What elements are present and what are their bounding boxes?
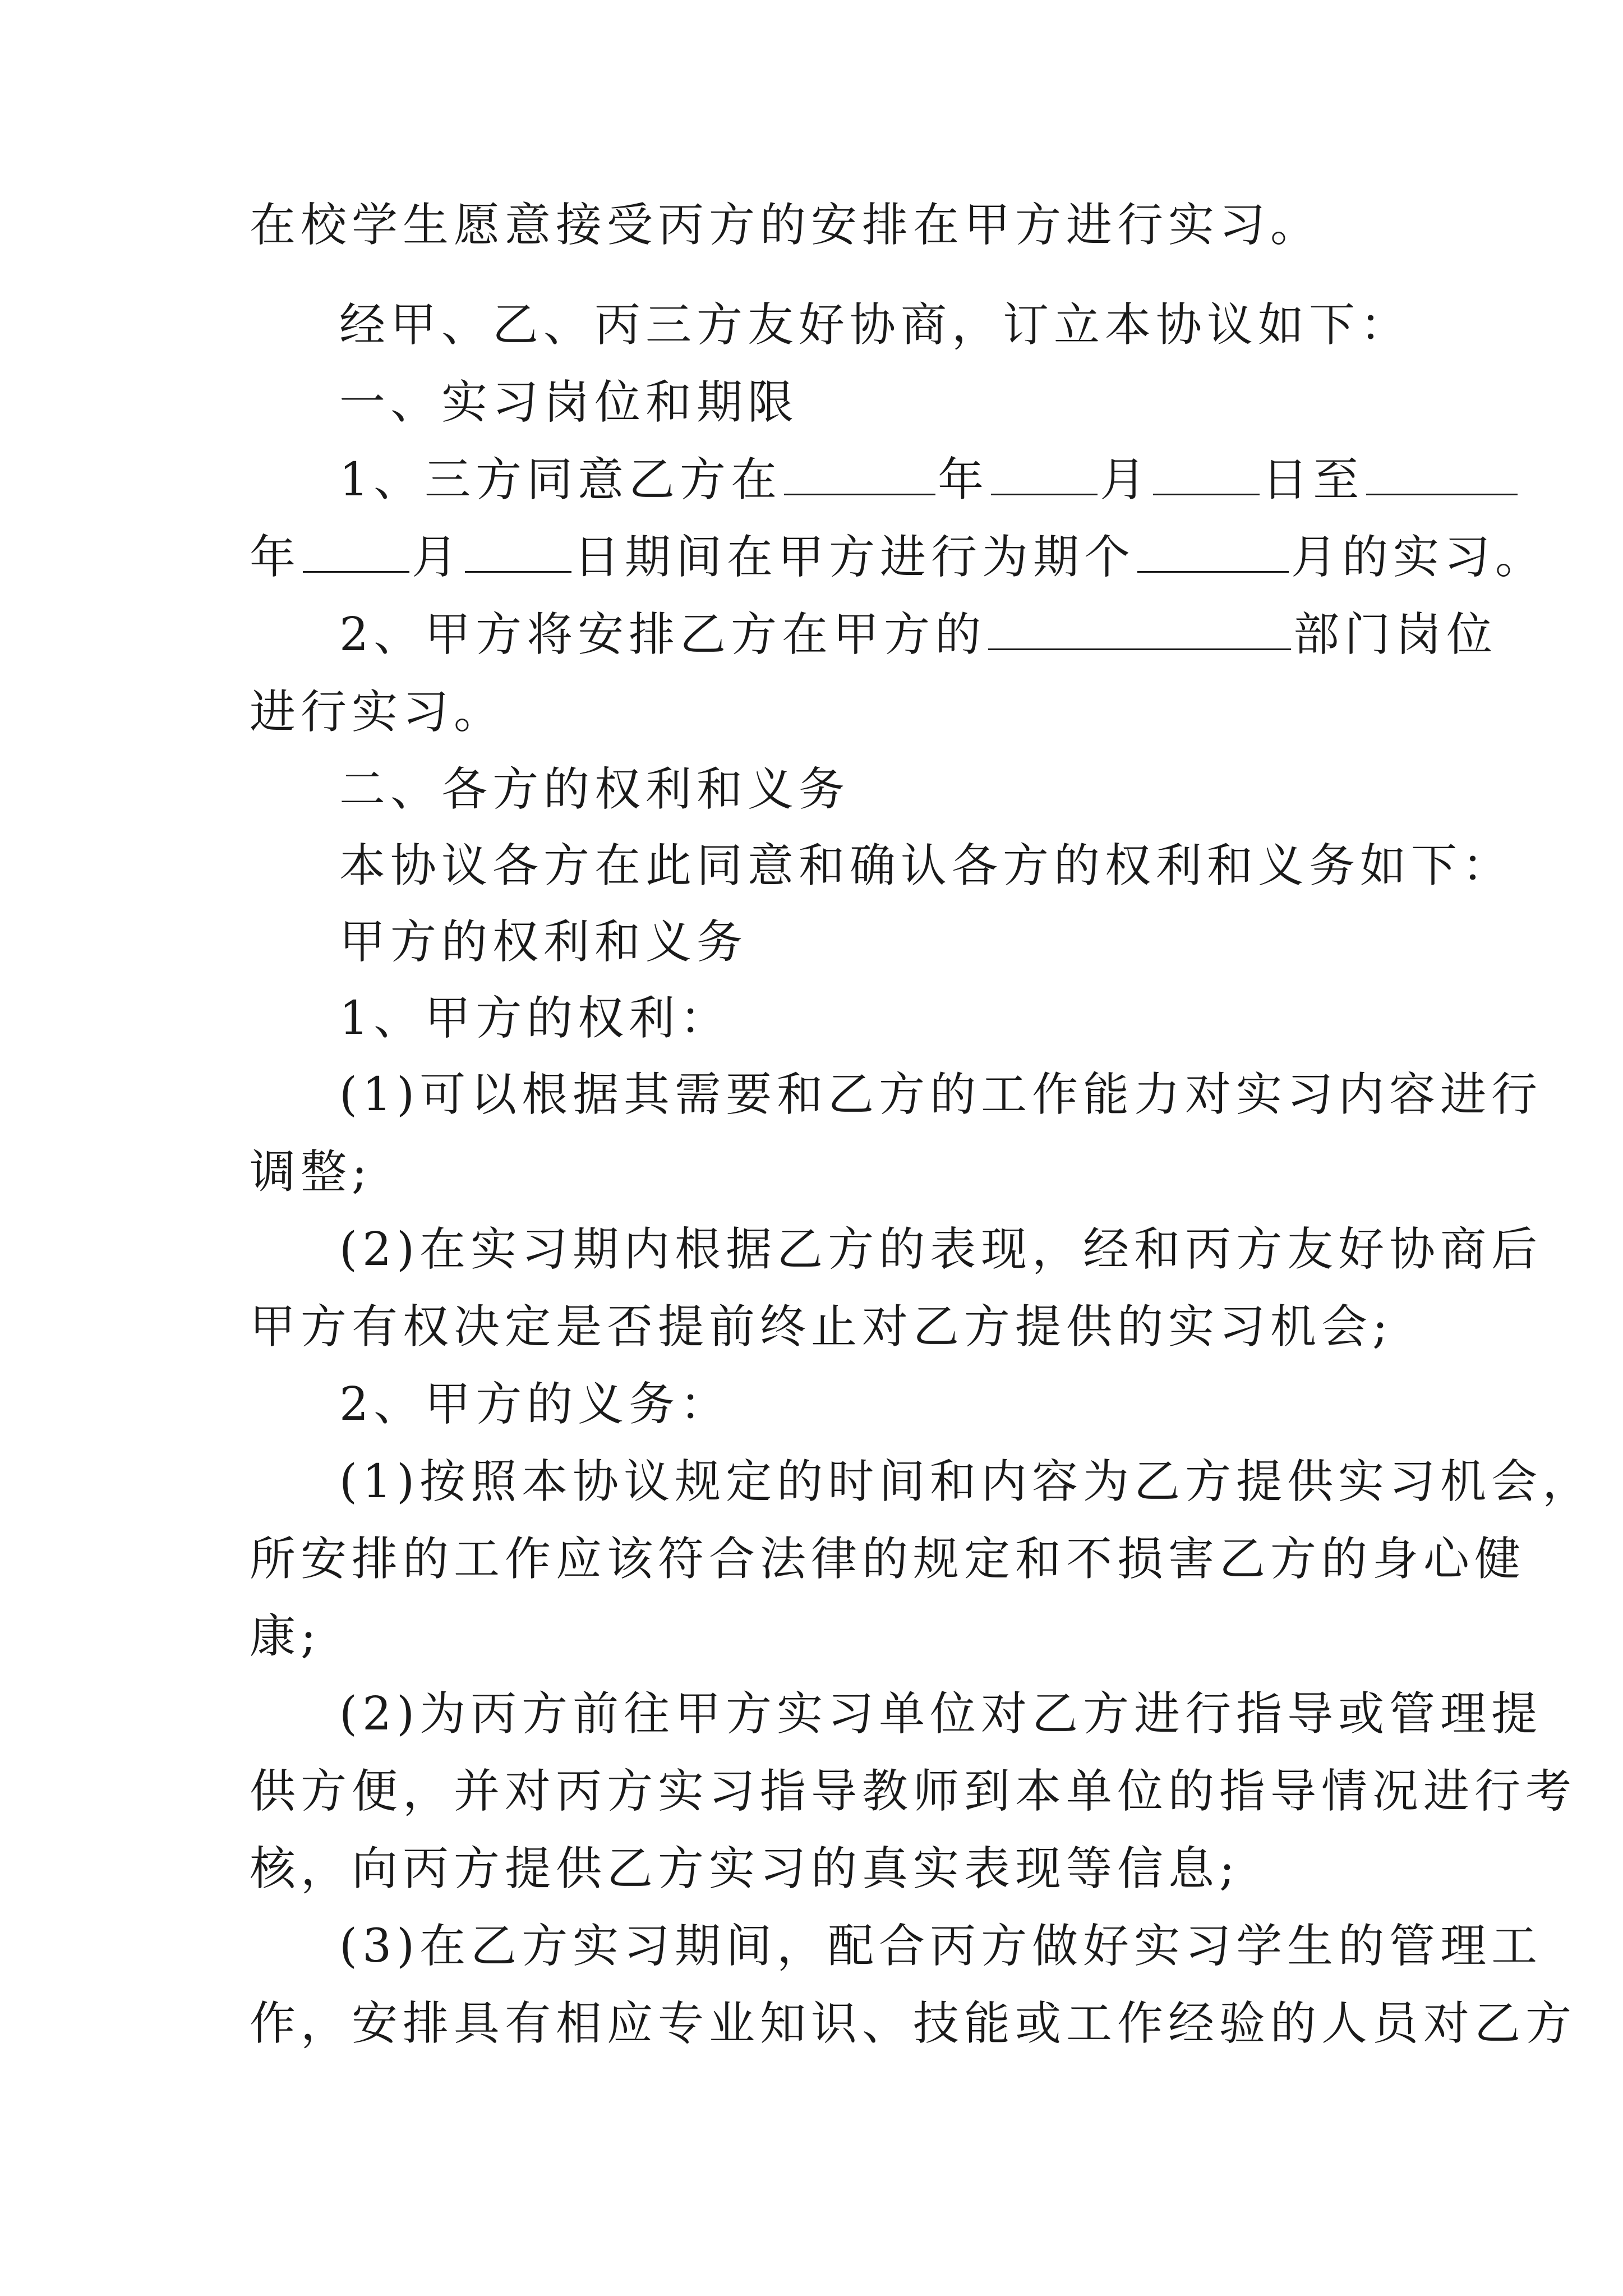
- clause-text: 月的实习。: [1291, 531, 1547, 584]
- paragraph-line: 调整;: [250, 1145, 372, 1199]
- subsection-heading: 甲方的权利和义务: [339, 915, 748, 969]
- paragraph-line: (2)在实习期内根据乙方的表现，经和丙方友好协商后: [339, 1223, 1543, 1276]
- clause-text: 2、甲方将安排乙方在甲方的: [339, 608, 986, 661]
- paragraph-line: 供方便，并对丙方实习指导教师到本单位的指导情况进行考: [250, 1765, 1577, 1818]
- clause-text: 1、三方同意乙方在: [339, 453, 782, 507]
- fill-blank[interactable]: [1366, 454, 1518, 495]
- unit-text: 月: [412, 531, 463, 584]
- paragraph-line-with-blanks: [250, 530, 1546, 586]
- subsection-heading: 2、甲方的义务：: [339, 1378, 731, 1431]
- fill-blank[interactable]: [988, 609, 1291, 650]
- fill-blank[interactable]: [1137, 532, 1289, 573]
- section-heading: 二、各方的权利和义务: [339, 763, 850, 816]
- unit-text: 月: [1100, 453, 1151, 507]
- section-heading: 一、实习岗位和期限: [339, 376, 799, 429]
- fill-blank[interactable]: [991, 454, 1098, 495]
- paragraph-line: 所安排的工作应该符合法律的规定和不损害乙方的身心健: [250, 1533, 1526, 1586]
- paragraph-line: (2)为丙方前往甲方实习单位对乙方进行指导或管理提: [339, 1687, 1543, 1741]
- fill-blank[interactable]: [1153, 454, 1260, 495]
- clause-text: 日期间在甲方进行为期个: [574, 531, 1136, 584]
- paragraph-line: 本协议各方在此同意和确认各方的权利和义务如下：: [339, 839, 1514, 892]
- paragraph-line: 康;: [250, 1610, 321, 1663]
- paragraph-line: (1)按照本协议规定的时间和内容为乙方提供实习机会，: [339, 1455, 1594, 1508]
- fill-blank[interactable]: [465, 532, 571, 573]
- subsection-heading: 1、甲方的权利：: [339, 992, 731, 1045]
- paragraph-line: (1)可以根据其需要和乙方的工作能力对实习内容进行: [339, 1068, 1543, 1121]
- unit-text: 年: [938, 453, 989, 507]
- unit-text: 年: [250, 531, 301, 584]
- paragraph-line-with-blanks: [339, 452, 1520, 508]
- paragraph-line: 经甲、乙、丙三方友好协商，订立本协议如下：: [339, 298, 1412, 352]
- paragraph-line: 核，向丙方提供乙方实习的真实表现等信息;: [250, 1842, 1240, 1895]
- document-page: [250, 0, 1594, 2296]
- paragraph-line-with-blanks: [339, 607, 1497, 663]
- paragraph-line: 进行实习。: [250, 685, 505, 739]
- fill-blank[interactable]: [784, 454, 935, 495]
- paragraph-line: (3)在乙方实习期间，配合丙方做好实习学生的管理工: [339, 1920, 1543, 1973]
- unit-text: 日至: [1262, 453, 1364, 507]
- fill-blank[interactable]: [303, 532, 409, 573]
- paragraph-line: 作，安排具有相应专业知识、技能或工作经验的人员对乙方: [250, 1997, 1577, 2050]
- clause-text: 部门岗位: [1293, 608, 1498, 661]
- paragraph-line: 甲方有权决定是否提前终止对乙方提供的实习机会;: [250, 1300, 1393, 1354]
- paragraph-line: 在校学生愿意接受丙方的安排在甲方进行实习。: [250, 199, 1322, 252]
